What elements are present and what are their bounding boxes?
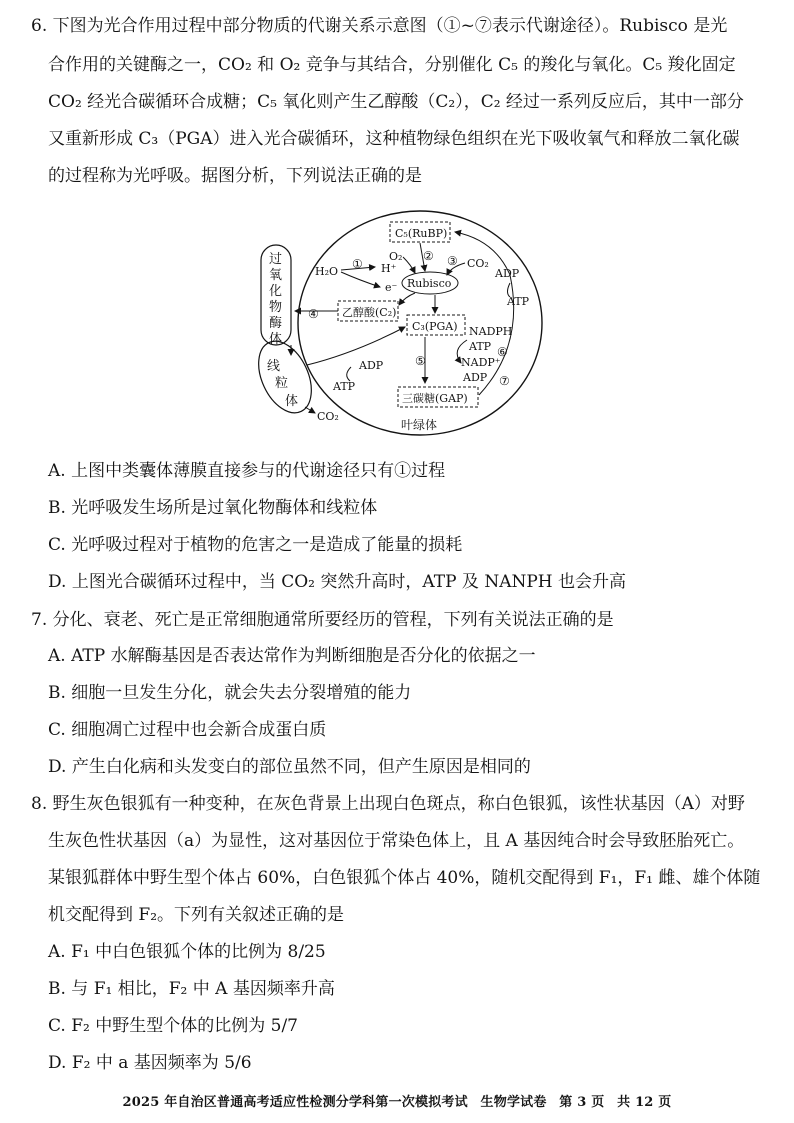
q6-option-b[interactable]: B. 光呼吸发生场所是过氧化物酶体和线粒体	[48, 498, 378, 518]
q8-stem-line-2: 生灰色性状基因（a）为显性，这对基因位于常染色体上，且 A 基因纯合时会导致胚胎死亡。	[48, 831, 745, 851]
atp-left-label: ATP	[333, 380, 356, 393]
adp-left-label: ADP	[359, 359, 384, 372]
mito-char-1: 线	[267, 359, 281, 374]
q6-stem-line-5: 的过程称为光呼吸。据图分析，下列说法正确的是	[48, 166, 422, 186]
path-1-label: ①	[352, 257, 363, 271]
mito-char-2: 粒	[275, 376, 289, 391]
q7-stem-line-1: 7. 分化、衰老、死亡是正常细胞通常所要经历的管程，下列有关说法正确的是	[31, 610, 614, 630]
q7-option-d[interactable]: D. 产生白化病和头发变白的部位虽然不同，但产生原因是相同的	[48, 757, 531, 777]
q8-option-c[interactable]: C. F₂ 中野生型个体的比例为 5/7	[48, 1016, 298, 1036]
q8-stem-line-1: 8. 野生灰色银狐有一种变种，在灰色背景上出现白色斑点，称白色银狐，该性状基因（A）对野	[31, 794, 745, 814]
e-minus-label: e⁻	[385, 281, 398, 294]
photorespiration-diagram	[255, 205, 545, 445]
peroxisome-char-1: 过	[269, 252, 283, 267]
path-2-label: ②	[423, 249, 434, 263]
peroxisome-char-4: 物	[269, 300, 283, 315]
path-7-label: ⑦	[499, 374, 510, 388]
q7-option-a[interactable]: A. ATP 水解酶基因是否表达常作为判断细胞是否分化的依据之一	[48, 646, 536, 666]
footer-subject: 生物学试卷	[480, 1095, 547, 1110]
diagram-svg	[255, 205, 545, 445]
arrow-mito-c3	[307, 327, 405, 365]
atp-mid-label: ATP	[469, 340, 492, 353]
glycolate-label: 乙醇酸(C₂)	[342, 306, 397, 319]
path-3-label: ③	[447, 254, 458, 268]
q6-option-d[interactable]: D. 上图光合碳循环过程中，当 CO₂ 突然升高时，ATP 及 NANPH 也会升高	[48, 572, 627, 592]
atp-right-label: ATP	[507, 295, 530, 308]
q6-option-a[interactable]: A. 上图中类囊体薄膜直接参与的代谢途径只有①过程	[48, 461, 446, 481]
q6-stem-line-4: 又重新形成 C₃（PGA）进入光合碳循环，这种植物绿色组织在光下吸收氧气和释放二氧化碳	[48, 129, 740, 149]
arrow-h2o-e	[341, 272, 380, 287]
mito-char-3: 体	[285, 394, 299, 409]
peroxisome-char-6: 体	[269, 332, 283, 347]
arrow-mito-co2	[305, 407, 315, 413]
q8-stem-line-3: 某银狐群体中野生型个体占 60%，白色银狐个体占 40%，随机交配得到 F₁，F₁ 雌、雄个体随	[48, 868, 761, 888]
c3-label: C₃(PGA)	[412, 320, 458, 333]
q6-stem-line-1: 6. 下图为光合作用过程中部分物质的代谢关系示意图（①~⑦表示代谢途径）。Rubisco 是光	[31, 16, 728, 36]
gap-label: 三碳糖(GAP)	[402, 392, 468, 405]
co2-top-label: CO₂	[467, 257, 489, 270]
path-5-label: ⑤	[415, 354, 426, 368]
footer-exam-title: 2025 年自治区普通高考适应性检测分学科第一次模拟考试	[122, 1095, 468, 1110]
peroxisome-char-5: 酶	[269, 316, 283, 331]
arrow-o2	[403, 257, 415, 273]
c5-label: C₅(RuBP)	[395, 227, 448, 240]
q8-option-b[interactable]: B. 与 F₁ 相比，F₂ 中 A 基因频率升高	[48, 979, 335, 999]
peroxisome-char-3: 化	[269, 284, 283, 299]
adp-mid-label: ADP	[463, 371, 488, 384]
peroxisome-char-2: 氧	[269, 268, 283, 283]
footer-page-number: 第 3 页	[559, 1095, 605, 1110]
q6-stem-line-3: CO₂ 经光合碳循环合成糖；C₅ 氧化则产生乙醇酸（C₂），C₂ 经过一系列反应后，其中一部分	[48, 92, 744, 112]
path-6-label: ⑥	[497, 345, 508, 359]
h-plus-label: H⁺	[381, 262, 397, 275]
q8-option-a[interactable]: A. F₁ 中白色银狐个体的比例为 8/25	[48, 942, 326, 962]
arrow-adp-atp-left	[347, 367, 351, 381]
arrow-rubisco-glycolate	[399, 293, 415, 305]
o2-label: O₂	[389, 250, 403, 263]
rubisco-label: Rubisco	[407, 277, 452, 290]
chloroplast-label: 叶绿体	[401, 418, 438, 432]
adp-right-label: ADP	[495, 267, 520, 280]
q6-option-c[interactable]: C. 光呼吸过程对于植物的危害之一是造成了能量的损耗	[48, 535, 463, 555]
q6-stem-line-2: 合作用的关键酶之一，CO₂ 和 O₂ 竞争与其结合，分别催化 C₅ 的羧化与氧化。C₅ 羧化固定	[48, 55, 736, 75]
q8-stem-line-4: 机交配得到 F₂。下列有关叙述正确的是	[48, 905, 345, 925]
h2o-label: H₂O	[315, 265, 339, 278]
nadp-plus-label: NADP⁺	[461, 356, 501, 369]
q8-option-d[interactable]: D. F₂ 中 a 基因频率为 5/6	[48, 1053, 252, 1073]
q7-option-b[interactable]: B. 细胞一旦发生分化，就会失去分裂增殖的能力	[48, 683, 412, 703]
co2-bottom-label: CO₂	[317, 410, 339, 423]
path-4-label: ④	[308, 307, 319, 321]
page-footer	[0, 1091, 794, 1110]
footer-total-pages: 共 12 页	[617, 1095, 672, 1110]
nadph-label: NADPH	[469, 325, 513, 338]
q7-option-c[interactable]: C. 细胞凋亡过程中也会新合成蛋白质	[48, 720, 327, 740]
